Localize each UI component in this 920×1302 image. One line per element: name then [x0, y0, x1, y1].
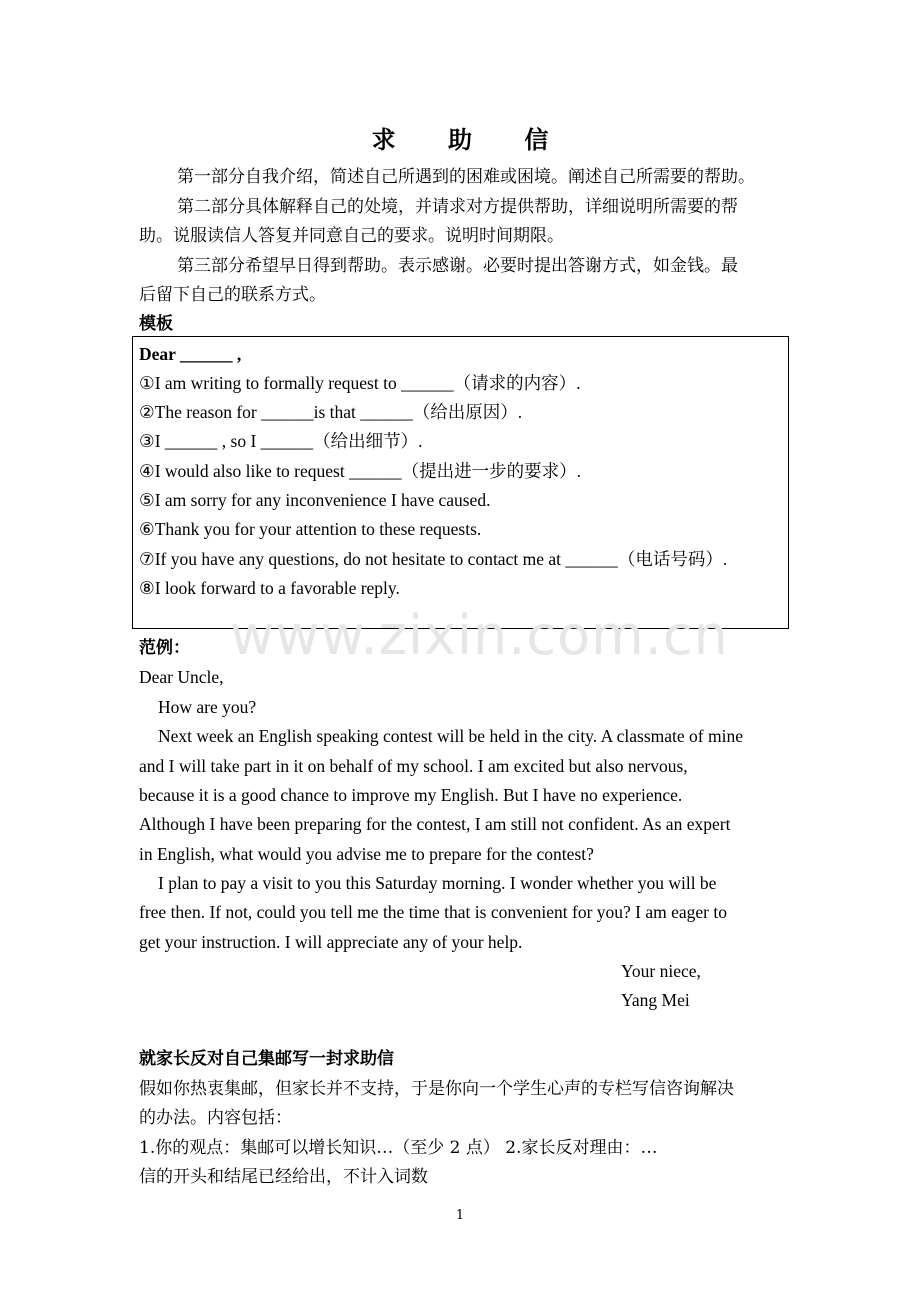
example-body-line: Although I have been preparing for the contest, I am still not confident. As an expert	[139, 814, 731, 834]
example-salutation: Dear Uncle,	[139, 667, 224, 687]
intro-line: 第二部分具体解释自己的处境，并请求对方提供帮助，详细说明所需要的帮	[177, 197, 738, 217]
page-title: 求 助 信	[371, 125, 571, 154]
intro-line: 第一部分自我介绍，简述自己所遇到的困难或困境。阐述自己所需要的帮助。	[177, 167, 755, 187]
intro-line: 后留下自己的联系方式。	[139, 285, 326, 305]
watermark: www.zixin.com.cn	[230, 604, 729, 667]
example-body-line: get your instruction. I will appreciate any of your help.	[139, 932, 523, 952]
example-body-line: Next week an English speaking contest will be held in the city. A classmate of mine	[158, 726, 743, 746]
template-line: ⑧I look forward to a favorable reply.	[139, 578, 400, 598]
example-heading: 范例：	[139, 638, 190, 658]
template-heading: 模板	[139, 314, 173, 334]
task-line: 假如你热衷集邮，但家长并不支持，于是你向一个学生心声的专栏写信咨询解决	[139, 1079, 734, 1099]
template-line: ①I am writing to formally request to ______（请求的内容）.	[139, 373, 581, 393]
task-line: 1.你的观点：集邮可以增长知识…（至少 2 点） 2.家长反对理由：…	[139, 1138, 658, 1158]
template-line: ⑦If you have any questions, do not hesitate to contact me at ______（电话号码）.	[139, 549, 728, 569]
example-greeting: How are you?	[158, 697, 257, 717]
template-line: ④I would also like to request ______（提出进一步的要求）.	[139, 461, 581, 481]
example-closing: Your niece,	[621, 961, 701, 981]
example-body-line: in English, what would you advise me to prepare for the contest?	[139, 844, 594, 864]
template-line: ⑤I am sorry for any inconvenience I have caused.	[139, 490, 491, 510]
template-line: ②The reason for ______is that ______（给出原因）.	[139, 402, 523, 422]
page-number: 1	[455, 1208, 465, 1223]
template-dear: Dear ______ ,	[139, 344, 242, 364]
example-body-line: I plan to pay a visit to you this Saturday morning. I wonder whether you will be	[158, 873, 717, 893]
intro-line: 第三部分希望早日得到帮助。表示感谢。必要时提出答谢方式，如金钱。最	[177, 256, 738, 276]
task-heading: 就家长反对自己集邮写一封求助信	[139, 1049, 394, 1069]
example-body-line: because it is a good chance to improve my English. But I have no experience.	[139, 785, 683, 805]
task-line: 信的开头和结尾已经给出，不计入词数	[139, 1167, 428, 1187]
intro-line: 助。说服读信人答复并同意自己的要求。说明时间期限。	[139, 226, 564, 246]
template-line: ③I ______ , so I ______（给出细节）.	[139, 431, 423, 451]
task-line: 的办法。内容包括：	[139, 1108, 292, 1128]
example-body-line: and I will take part in it on behalf of my school. I am excited but also nervous,	[139, 756, 688, 776]
example-signature: Yang Mei	[621, 990, 690, 1010]
example-body-line: free then. If not, could you tell me the time that is convenient for you? I am eager to	[139, 902, 727, 922]
template-line: ⑥Thank you for your attention to these requests.	[139, 519, 482, 539]
